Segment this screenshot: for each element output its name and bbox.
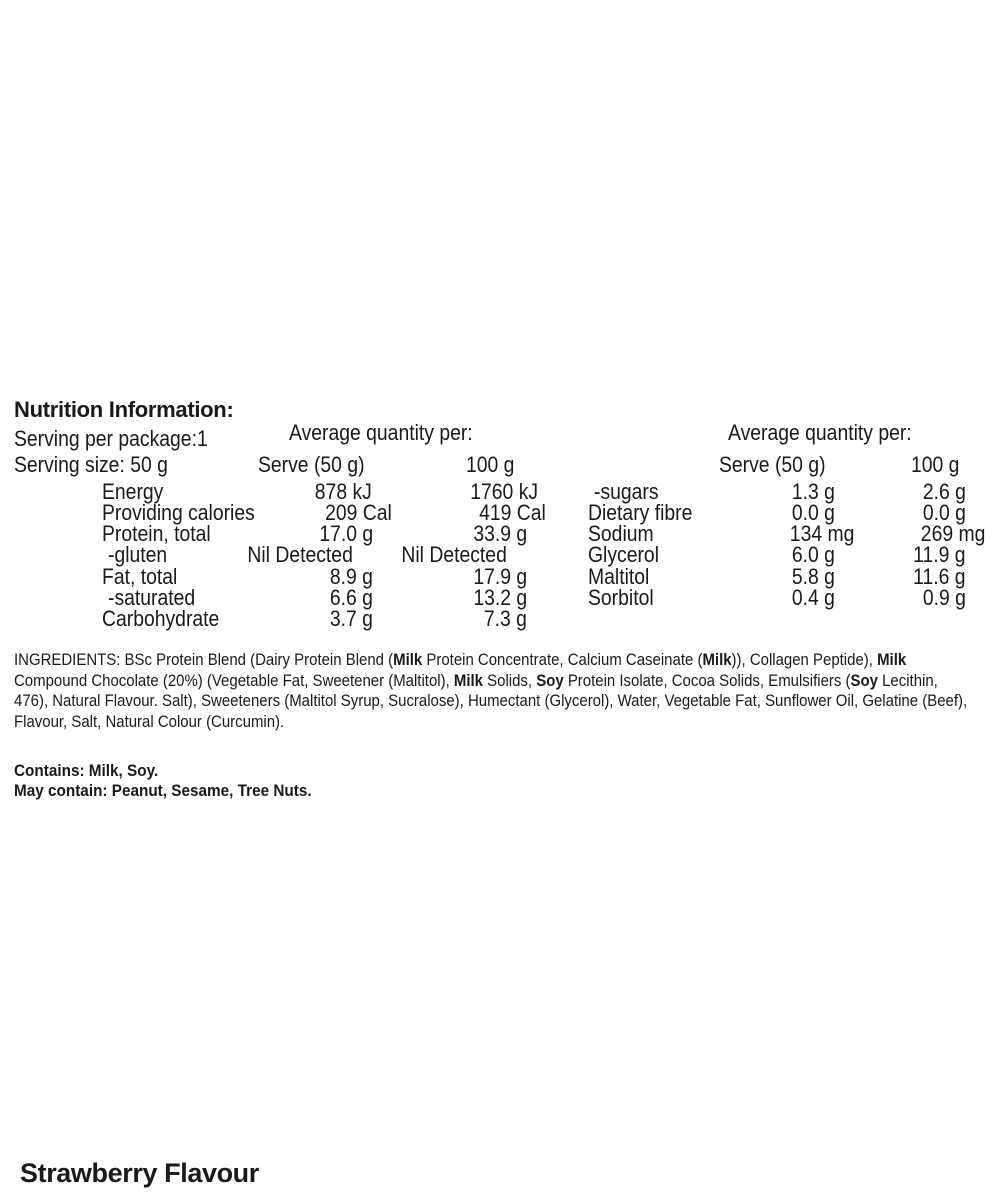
serving-size: Serving size: 50 g <box>14 452 168 477</box>
nutrient-label: Sorbitol <box>588 585 654 610</box>
nutrient-serve-value: 3.7 g <box>329 606 373 631</box>
nutrient-label: Providing calories <box>102 500 255 525</box>
allergen-bold: Milk <box>702 650 732 669</box>
flavour-name: Strawberry Flavour <box>20 1158 259 1188</box>
nutrient-label: Protein, total <box>102 521 211 546</box>
nutrient-serve-value: 134 mg <box>789 521 854 546</box>
nutrient-serve-value: 0.0 g <box>791 500 835 525</box>
nutrient-100g-value: 0.0 g <box>922 500 966 525</box>
nutrient-serve-value: 0.4 g <box>791 585 835 610</box>
allergen-bold: Milk <box>453 670 483 690</box>
nutrient-label: -gluten <box>108 542 168 567</box>
nutrient-serve-value: 8.9 g <box>329 564 373 589</box>
nutrient-serve-value: 5.8 g <box>791 564 835 589</box>
nutrient-serve-value: Nil Detected <box>247 542 353 567</box>
nutrient-serve-value: 878 kJ <box>314 479 372 504</box>
nutrient-100g-value: 11.9 g <box>913 542 966 567</box>
nutrient-label: -saturated <box>108 585 196 610</box>
may-contain-statement: May contain: Peanut, Sesame, Tree Nuts. <box>14 781 312 800</box>
nutrient-100g-value: 33.9 g <box>473 521 527 546</box>
nutrient-100g-value: 2.6 g <box>922 479 966 504</box>
nutrient-100g-value: 1760 kJ <box>470 479 538 504</box>
right-serve-column-header: Serve (50 g) <box>719 452 826 477</box>
nutrient-label: Carbohydrate <box>102 606 220 631</box>
nutrient-label: Sodium <box>588 521 654 546</box>
ingredients-text: Compound Chocolate (20%) (Vegetable Fat, Sweetener (Maltitol), <box>14 670 454 690</box>
nutrient-label: Fat, total <box>102 564 178 589</box>
nutrient-100g-value: 419 Cal <box>479 500 546 525</box>
allergen-bold: Milk <box>393 650 423 669</box>
allergen-bold: Soy <box>536 670 564 690</box>
left-avg-quantity-header: Average quantity per: <box>289 420 473 445</box>
nutrition-title: Nutrition Information: <box>14 397 234 422</box>
nutrient-label: -sugars <box>594 479 659 504</box>
nutrient-100g-value: Nil Detected <box>401 542 507 567</box>
ingredients-text: Lecithin, 476), Natural Flavour. Salt), Sweeteners (Maltitol Syrup, Sucralose), Humectant (Glycerol), Water, Vegetable Fat, Sunflower Oil, Gelatine (Beef), Flavour, Salt, Natural Colour (Curcumin). <box>14 670 968 731</box>
servings-per-package: Serving per package:1 <box>14 426 208 451</box>
nutrient-serve-value: 17.0 g <box>319 521 373 546</box>
nutrient-100g-value: 17.9 g <box>473 564 527 589</box>
ingredients-paragraph <box>14 650 973 732</box>
nutrient-serve-value: 1.3 g <box>791 479 835 504</box>
contains-statement: Contains: Milk, Soy. <box>14 761 159 780</box>
nutrient-label: Maltitol <box>588 564 650 589</box>
nutrient-100g-value: 13.2 g <box>473 585 527 610</box>
ingredients-text: Protein Concentrate, Calcium Caseinate ( <box>422 650 703 669</box>
nutrient-100g-value: 269 mg <box>920 521 985 546</box>
ingredients-text: Solids, <box>482 670 537 690</box>
nutrient-100g-value: 7.3 g <box>483 606 527 631</box>
nutrient-100g-value: 11.6 g <box>913 564 966 589</box>
allergen-bold: Soy <box>850 670 878 690</box>
nutrient-serve-value: 209 Cal <box>325 500 392 525</box>
nutrient-label: Glycerol <box>588 542 660 567</box>
left-100g-column-header: 100 g <box>466 452 515 477</box>
right-100g-column-header: 100 g <box>911 452 960 477</box>
nutrient-label: Energy <box>102 479 164 504</box>
ingredients-text: )), Collagen Peptide), <box>731 650 878 669</box>
ingredients-text: INGREDIENTS: BSc Protein Blend (Dairy Protein Blend ( <box>14 650 394 669</box>
allergen-bold: Milk <box>877 650 907 669</box>
nutrient-label: Dietary fibre <box>588 500 693 525</box>
nutrient-serve-value: 6.6 g <box>329 585 373 610</box>
right-avg-quantity-header: Average quantity per: <box>728 420 912 445</box>
left-serve-column-header: Serve (50 g) <box>258 452 365 477</box>
nutrient-serve-value: 6.0 g <box>791 542 835 567</box>
ingredients-text: Protein Isolate, Cocoa Solids, Emulsifiers ( <box>563 670 851 690</box>
nutrient-100g-value: 0.9 g <box>922 585 966 610</box>
